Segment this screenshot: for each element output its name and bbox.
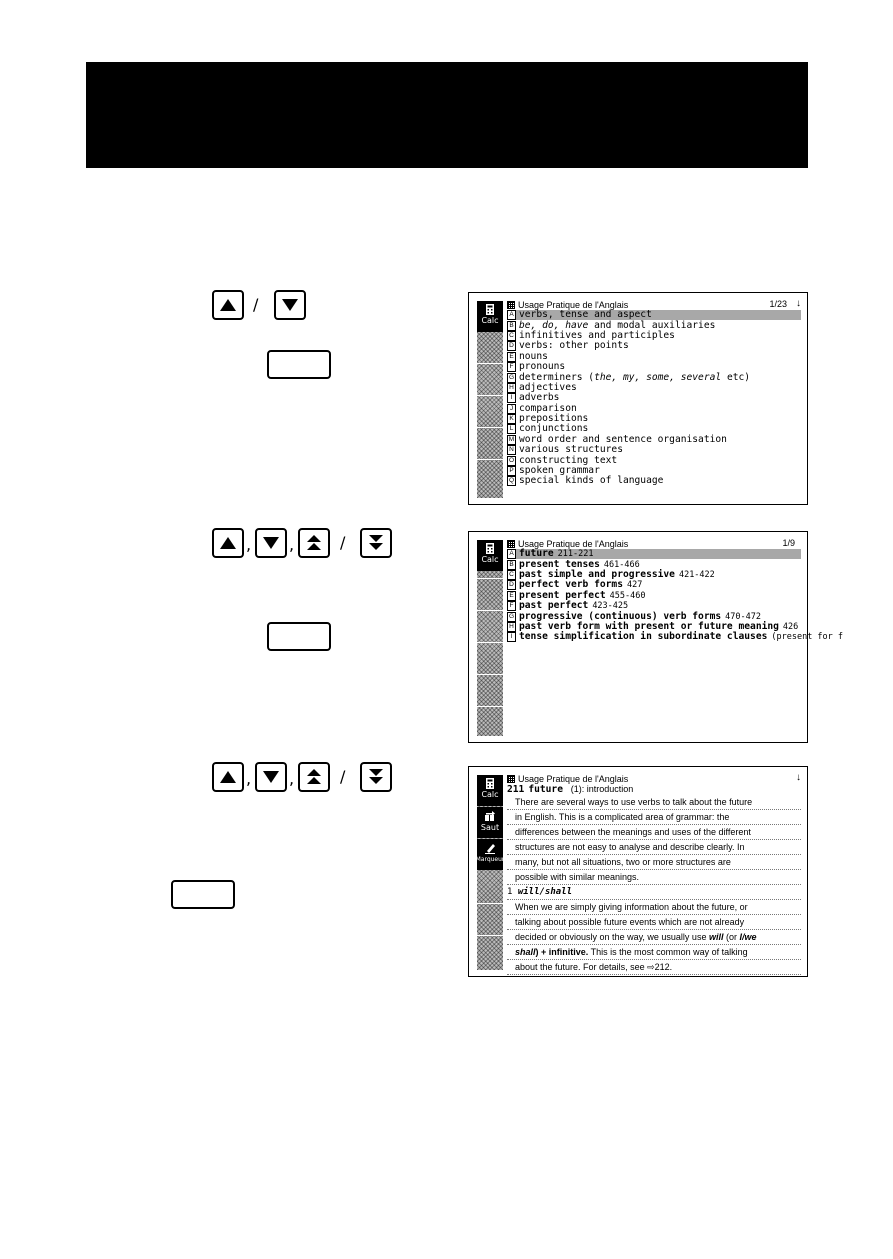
page-down-key <box>360 762 392 792</box>
marker-icon <box>484 842 496 854</box>
calc-button[interactable] <box>477 775 503 806</box>
sidebar <box>477 540 503 736</box>
item-text: perfect verb forms <box>519 579 623 591</box>
calculator-icon <box>485 778 495 789</box>
item-text: past verb form with present or future meaning <box>519 620 779 632</box>
item-ref: 426 <box>782 621 799 632</box>
down-arrow-icon <box>262 536 280 550</box>
page-indicator: 1/23 <box>769 299 787 309</box>
article-title: 211 future (1): introduction <box>507 784 634 795</box>
header-bar <box>86 62 808 168</box>
key-separator: , <box>246 535 252 554</box>
item-letter: B <box>507 560 516 570</box>
item-ref: 211-221 <box>557 549 594 560</box>
item-text: prepositions <box>519 413 589 425</box>
down-arrow-key <box>255 762 287 792</box>
item-text: past simple and progressive <box>519 568 675 580</box>
calc-label: Calc <box>481 316 499 325</box>
article-line: shall) + infinitive. This is the most common way of talking <box>507 945 801 960</box>
sidebar <box>477 775 503 970</box>
down-arrow-icon <box>262 770 280 784</box>
item-letter: O <box>508 456 515 464</box>
scroll-down-icon: ↓ <box>796 772 801 783</box>
item-letter: N <box>507 445 516 455</box>
article-line: There are several ways to use verbs to talk about the future <box>507 795 801 810</box>
screen-content <box>507 773 801 972</box>
item-letter: I <box>507 632 516 642</box>
page-indicator: 1/9 <box>782 538 795 548</box>
enter-key <box>171 880 235 909</box>
enter-key <box>267 622 331 651</box>
calculator-icon <box>485 304 495 315</box>
calc-label: Calc <box>481 790 499 799</box>
page-up-icon <box>305 534 323 552</box>
screen-title-row <box>507 773 801 784</box>
item-text: infinitives and participles <box>519 329 675 341</box>
key-separator: , <box>246 769 252 788</box>
item-ref: 455-460 <box>609 590 646 601</box>
item-ref: 427 <box>626 580 643 591</box>
screen-title-row <box>507 299 801 310</box>
item-text: future <box>519 548 554 560</box>
menu-item[interactable] <box>507 341 801 351</box>
article-body-2 <box>507 900 801 930</box>
item-letter: E <box>507 591 516 601</box>
item-text: present perfect <box>519 589 606 601</box>
item-post: etc) <box>721 371 751 383</box>
item-italic: the, my, some, several <box>594 371 722 383</box>
item-text: word order and sentence organisation <box>519 433 727 445</box>
item-text: nouns <box>519 350 548 362</box>
item-letter: I <box>507 393 516 403</box>
article-body <box>507 795 801 885</box>
item-ref: 470-472 <box>725 611 761 622</box>
item-text: verbs: other points <box>519 340 629 352</box>
up-arrow-key <box>212 528 244 558</box>
item-text: present tenses <box>519 558 600 570</box>
up-arrow-icon <box>219 770 237 784</box>
item-letter: G <box>508 373 515 381</box>
article-line: When we are simply giving information about the future, or <box>507 900 801 915</box>
contents-menu <box>507 310 801 487</box>
item-letter: C <box>507 331 516 341</box>
item-letter: D <box>507 580 516 590</box>
screen-content <box>507 538 844 738</box>
menu-item[interactable] <box>507 393 801 403</box>
up-arrow-key <box>212 290 244 320</box>
item-text: tense simplification in subordinate clauses <box>519 631 768 643</box>
article-line: differences between the meanings and uses of the different <box>507 825 801 840</box>
item-letter: P <box>507 466 516 476</box>
item-letter: Q <box>508 477 515 485</box>
item-text: spoken grammar <box>519 465 600 477</box>
item-text: constructing text <box>519 454 618 466</box>
item-text: pronouns <box>519 361 566 373</box>
item-text: and modal auxiliaries <box>588 319 716 331</box>
calc-button[interactable] <box>477 540 503 571</box>
enter-key <box>267 350 331 379</box>
article-line: about the future. For details, see ⇨212. <box>507 960 801 975</box>
item-text: progressive (continuous) verb forms <box>519 610 722 622</box>
screen-title: Usage Pratique de l'Anglais <box>518 538 629 549</box>
item-letter: C <box>507 570 516 580</box>
page-up-key <box>298 762 330 792</box>
calc-button[interactable] <box>477 301 503 332</box>
dictionary-icon <box>507 775 515 783</box>
item-ref: 423-425 <box>592 601 629 612</box>
page-down-icon <box>367 768 385 786</box>
item-letter: B <box>507 321 516 331</box>
key-separator: / <box>340 533 346 552</box>
sidebar <box>477 301 503 498</box>
calculator-icon <box>485 543 495 554</box>
page-down-key <box>360 528 392 558</box>
item-letter: D <box>507 341 516 351</box>
item-letter: E <box>507 352 516 362</box>
screen-title: Usage Pratique de l'Anglais <box>518 299 629 310</box>
menu-item[interactable] <box>507 310 801 320</box>
item-letter: H <box>507 383 516 393</box>
device-screen-contents <box>468 292 808 505</box>
item-letter: M <box>508 435 515 443</box>
item-letter: G <box>508 612 515 620</box>
item-ref: 421-422 <box>678 569 715 580</box>
menu-item[interactable] <box>507 445 801 455</box>
item-text: comparison <box>519 402 577 414</box>
menu-item[interactable] <box>507 631 844 643</box>
key-separator: , <box>289 769 295 788</box>
menu-item[interactable] <box>507 580 801 590</box>
device-screen-category <box>468 531 844 743</box>
device-screen-article <box>468 766 808 977</box>
item-letter: L <box>507 424 516 434</box>
page-up-key <box>298 528 330 558</box>
marqueur-button[interactable] <box>477 839 503 870</box>
down-arrow-icon <box>281 298 299 312</box>
menu-item[interactable] <box>507 601 801 611</box>
up-arrow-icon <box>219 536 237 550</box>
saut-button[interactable] <box>477 807 503 838</box>
item-letter: J <box>507 404 516 414</box>
item-letter: A <box>507 549 516 559</box>
item-letter: A <box>507 310 516 320</box>
item-text: determiners ( <box>519 371 595 383</box>
item-ref: 461-466 <box>603 559 640 570</box>
screen-title: Usage Pratique de l'Anglais <box>518 773 629 784</box>
article-line: talking about possible future events which are not already <box>507 915 801 930</box>
category-menu <box>507 548 844 643</box>
item-text: adverbs <box>519 392 560 404</box>
down-arrow-key <box>274 290 306 320</box>
up-arrow-icon <box>219 298 237 312</box>
article-line: many, but not all situations, two or more structures are <box>507 855 801 870</box>
page-down-icon <box>367 534 385 552</box>
item-letter: H <box>507 622 516 632</box>
key-separator: / <box>340 767 346 786</box>
saut-label: Saut <box>480 823 500 832</box>
article-line: structures are not easy to analyse and describe clearly. In <box>507 840 801 855</box>
down-arrow-key <box>255 528 287 558</box>
dictionary-icon <box>507 540 515 548</box>
item-letter: K <box>507 414 516 424</box>
screen-title-row <box>507 538 801 549</box>
article-line: decided or obviously on the way, we usually use will (or I/we <box>507 930 801 945</box>
dictionary-icon <box>507 301 515 309</box>
item-text: past perfect <box>519 600 589 612</box>
article-line: possible with similar meanings. <box>507 870 801 885</box>
key-separator: / <box>253 295 259 314</box>
calc-label: Calc <box>481 555 499 564</box>
screen-content <box>507 299 801 500</box>
item-text: conjunctions <box>519 423 589 435</box>
marqueur-label: Marqueur <box>475 856 505 863</box>
item-letter: F <box>507 601 516 611</box>
key-separator: , <box>289 535 295 554</box>
up-arrow-key <box>212 762 244 792</box>
jump-icon <box>484 810 496 822</box>
menu-item[interactable] <box>507 549 801 559</box>
item-italic: be, do, have <box>519 319 589 331</box>
item-text: adjectives <box>519 381 577 393</box>
page-up-icon <box>305 768 323 786</box>
item-text: various structures <box>519 444 623 456</box>
article-line: in English. This is a complicated area of grammar: the <box>507 810 801 825</box>
menu-item[interactable] <box>507 476 801 486</box>
item-text: special kinds of language <box>519 475 664 487</box>
item-text: verbs, tense and aspect <box>519 309 652 321</box>
section-heading: 1 will/shall <box>507 885 801 900</box>
item-letter: F <box>507 362 516 372</box>
scroll-down-icon: ↓ <box>796 298 801 309</box>
item-ref: (present for f <box>771 632 844 643</box>
menu-item[interactable] <box>507 362 801 372</box>
